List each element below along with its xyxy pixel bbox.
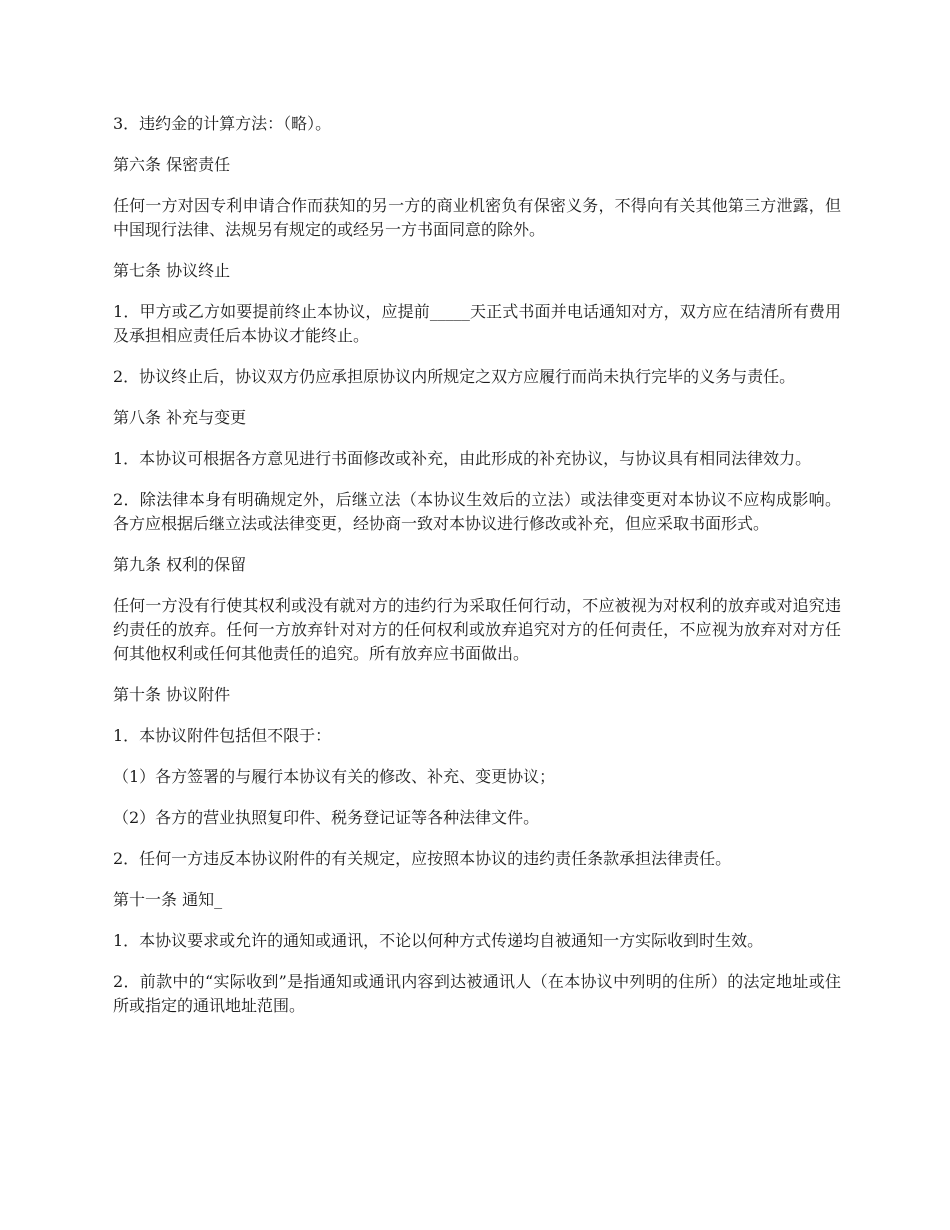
article-10-clause-1: 1．本协议附件包括但不限于： (113, 726, 332, 745)
article-8-clause-1: 1．本协议可根据各方意见进行书面修改或补充，由此形成的补充协议，与协议具有相同法律效力。 (113, 449, 812, 468)
article-10-heading: 第十条 协议附件 (113, 685, 231, 704)
article-6-heading: 第六条 保密责任 (113, 155, 231, 174)
clause-3-penalty-calculation: 3．违约金的计算方法：（略）。 (113, 114, 332, 133)
article-11-heading: 第十一条 通知_ (113, 890, 223, 909)
article-10-item-1: （1）各方签署的与履行本协议有关的修改、补充、变更协议； (113, 767, 556, 786)
article-7-clause-1: 1．甲方或乙方如要提前终止本协议，应提前_____天正式书面并电话通知对方，双方应在结清所有费用及承担相应责任后本协议才能终止。 (113, 302, 841, 345)
article-11-clause-2: 2．前款中的“实际收到”是指通知或通讯内容到达被通讯人（在本协议中列明的住所）的法定地址或住所或指定的通讯地址范围。 (113, 972, 841, 1015)
document-page (113, 112, 841, 1035)
article-11-clause-1: 1．本协议要求或允许的通知或通讯，不论以何种方式传递均自被通知一方实际收到时生效。 (113, 931, 764, 950)
article-9-text: 任何一方没有行使其权利或没有就对方的违约行为采取任何行动，不应被视为对权利的放弃或对追究违约责任的放弃。任何一方放弃针对对方的任何权利或放弃追究对方的任何责任，不应视为放弃对对方任何其他权利或任何其他责任的追究。所有放弃应书面做出。 (113, 596, 841, 663)
article-7-heading: 第七条 协议终止 (113, 261, 231, 280)
article-10-item-2: （2）各方的营业执照复印件、税务登记证等各种法律文件。 (113, 808, 540, 827)
article-8-clause-2: 2．除法律本身有明确规定外，后继立法（本协议生效后的立法）或法律变更对本协议不应构成影响。各方应根据后继立法或法律变更，经协商一致对本协议进行修改或补充，但应采取书面形式。 (113, 490, 841, 533)
article-8-heading: 第八条 补充与变更 (113, 408, 247, 427)
article-6-confidentiality-text: 任何一方对因专利申请合作而获知的另一方的商业机密负有保密义务，不得向有关其他第三方泄露，但中国现行法律、法规另有规定的或经另一方书面同意的除外。 (113, 196, 841, 239)
article-10-clause-2: 2．任何一方违反本协议附件的有关规定，应按照本协议的违约责任条款承担法律责任。 (113, 849, 732, 868)
article-7-clause-2: 2．协议终止后，协议双方仍应承担原协议内所规定之双方应履行而尚未执行完毕的义务与责任。 (113, 367, 796, 386)
article-9-heading: 第九条 权利的保留 (113, 555, 247, 574)
